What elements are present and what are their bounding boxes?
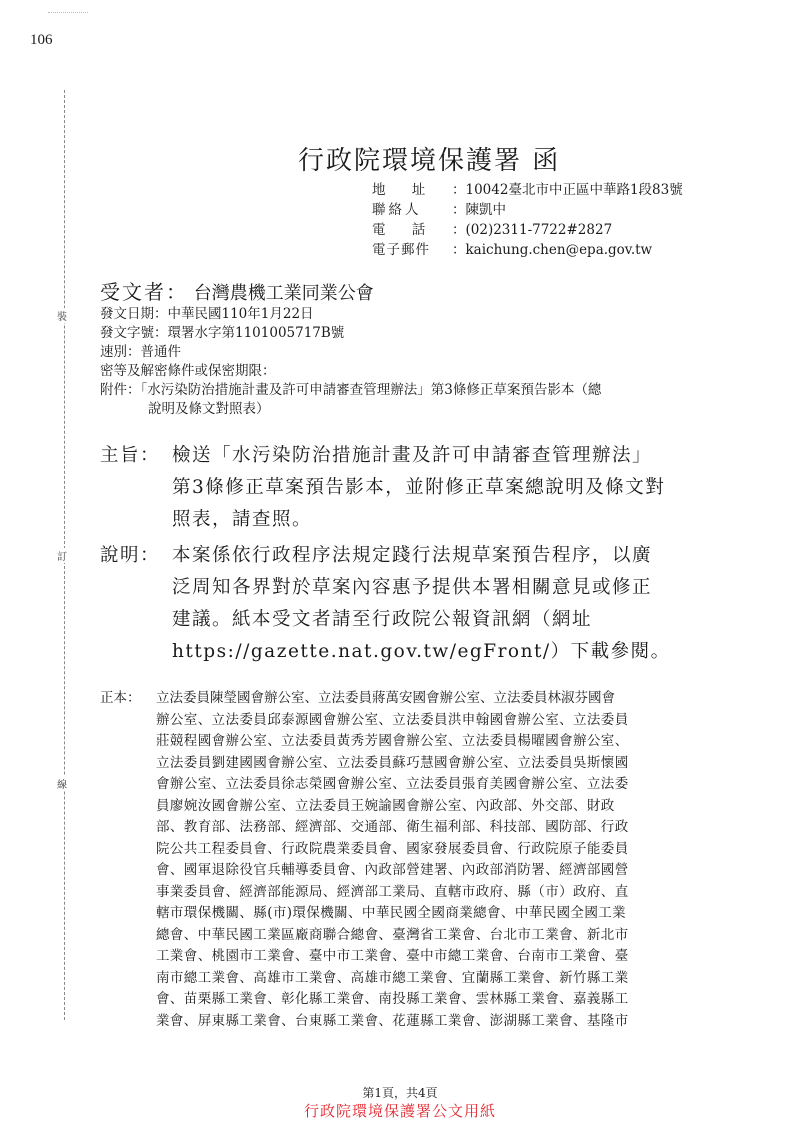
copies-line: 總會、中華民國工業區廠商聯合總會、臺灣省工業會、台北市工業會、新北市 [156, 926, 629, 943]
copies-line: 南市總工業會、高雄市工業會、高雄市總工業會、宜蘭縣工業會、新竹縣工業 [156, 969, 629, 986]
recipient-value: 台灣農機工業同業公會 [193, 283, 374, 304]
copies-line: 員廖婉汝國會辦公室、立法委員王婉諭國會辦公室、內政部、外交部、財政 [156, 797, 615, 814]
copies-heading: 正本： [100, 690, 141, 706]
copies-line: 會、苗栗縣工業會、彰化縣工業會、南投縣工業會、雲林縣工業會、嘉義縣工 [156, 991, 629, 1007]
copies-line: 部、教育部、法務部、經濟部、交通部、衛生福利部、科技部、國防部、行政 [156, 819, 629, 835]
document-number: 發文字號：環署水字第1101005717B號 [100, 325, 345, 341]
secrecy-level: 密等及解密條件或保密期限： [100, 363, 276, 379]
contact-block [372, 180, 683, 260]
copies-line: 會、國軍退除役官兵輔導委員會、內政部營建署、內政部消防署、經濟部國營 [156, 862, 629, 878]
contact-phone: 電 話 ： (02)2311-7722#2827 [372, 222, 613, 238]
subject-line: 照表，請查照。 [172, 509, 313, 530]
explanation-line: 建議。紙本受文者請至行政院公報資訊網（網址 [172, 609, 593, 630]
explanation-section [100, 540, 740, 668]
contact-address: 地 址 ： 10042臺北市中正區中華路1段83號 [372, 182, 683, 198]
page-number: 106 [30, 32, 53, 48]
delivery-speed: 速別：普通件 [100, 344, 181, 360]
official-paper-stamp: 行政院環境保護署公文用紙 [303, 1102, 496, 1120]
copies-line: 院公共工程委員會、行政院農業委員會、國家發展委員會、行政院原子能委員 [156, 840, 629, 857]
recipient [100, 276, 374, 305]
subject-heading: 主旨： [100, 445, 161, 466]
explanation-line: 本案係依行政程序法規定踐行法規草案預告程序，以廣 [172, 545, 653, 566]
copies-line: 立法委員劉建國國會辦公室、立法委員蘇巧慧國會辦公室、立法委員吳斯懷國 [156, 754, 629, 771]
explanation-line: https://gazette.nat.gov.tw/egFront/）下載參閱。 [172, 641, 671, 662]
issue-date: 發文日期：中華民國110年1月22日 [100, 306, 314, 322]
attachment-line-2: 說明及條文對照表） [148, 401, 270, 417]
top-faint-mark [48, 12, 88, 15]
copies-line: 辦公室、立法委員邱泰源國會辦公室、立法委員洪申翰國會辦公室、立法委員 [156, 711, 629, 728]
attachment-line-1: 附件：「水污染防治措施計畫及許可申請審查管理辦法」第3條修正草案預告影本（總 [100, 382, 602, 398]
document-meta [100, 305, 740, 419]
agency-title: 行政院環境保護署 函 [298, 146, 561, 176]
explanation-heading: 說明： [100, 545, 161, 566]
contact-person: 聯絡人 ： 陳凱中 [372, 202, 506, 218]
binding-mark-middle: 訂 [57, 548, 67, 563]
copies-line: 工業會、桃園市工業會、臺中市工業會、臺中市總工業會、台南市工業會、臺 [156, 948, 629, 964]
binding-mark-bottom: 線 [57, 776, 67, 791]
contact-email: 電子郵件 ： kaichung.chen@epa.gov.tw [372, 242, 653, 258]
copies-line: 轄市環保機關、縣(市)環保機關、中華民國全國商業總會、中華民國全國工業 [156, 905, 627, 921]
recipient-label: 受文者： [100, 280, 188, 304]
footer-page-indicator: 第1頁，共4頁 [362, 1086, 438, 1100]
explanation-line: 泛周知各界對於草案內容惠予提供本署相關意見或修正 [172, 577, 653, 598]
binding-mark-top: 裝 [57, 308, 67, 323]
copies-line: 立法委員陳瑩國會辦公室、立法委員蔣萬安國會辦公室、立法委員林淑芬國會 [156, 690, 615, 706]
subject-line: 檢送「水污染防治措施計畫及許可申請審查管理辦法」 [172, 445, 653, 466]
copies-line: 業會、屏東縣工業會、台東縣工業會、花蓮縣工業會、澎湖縣工業會、基隆市 [156, 1012, 629, 1029]
copies-line: 莊競程國會辦公室、立法委員黃秀芳國會辦公室、立法委員楊曜國會辦公室、 [156, 733, 629, 749]
subject-section [100, 440, 740, 536]
copies-line: 事業委員會、經濟部能源局、經濟部工業局、直轄市政府、縣（市）政府、直 [156, 883, 629, 900]
copies-line: 會辦公室、立法委員徐志榮國會辦公室、立法委員張育美國會辦公室、立法委 [156, 776, 629, 792]
copies-section [100, 688, 740, 1032]
subject-line: 第3條修正草案預告影本，並附修正草案總說明及條文對 [172, 477, 666, 498]
